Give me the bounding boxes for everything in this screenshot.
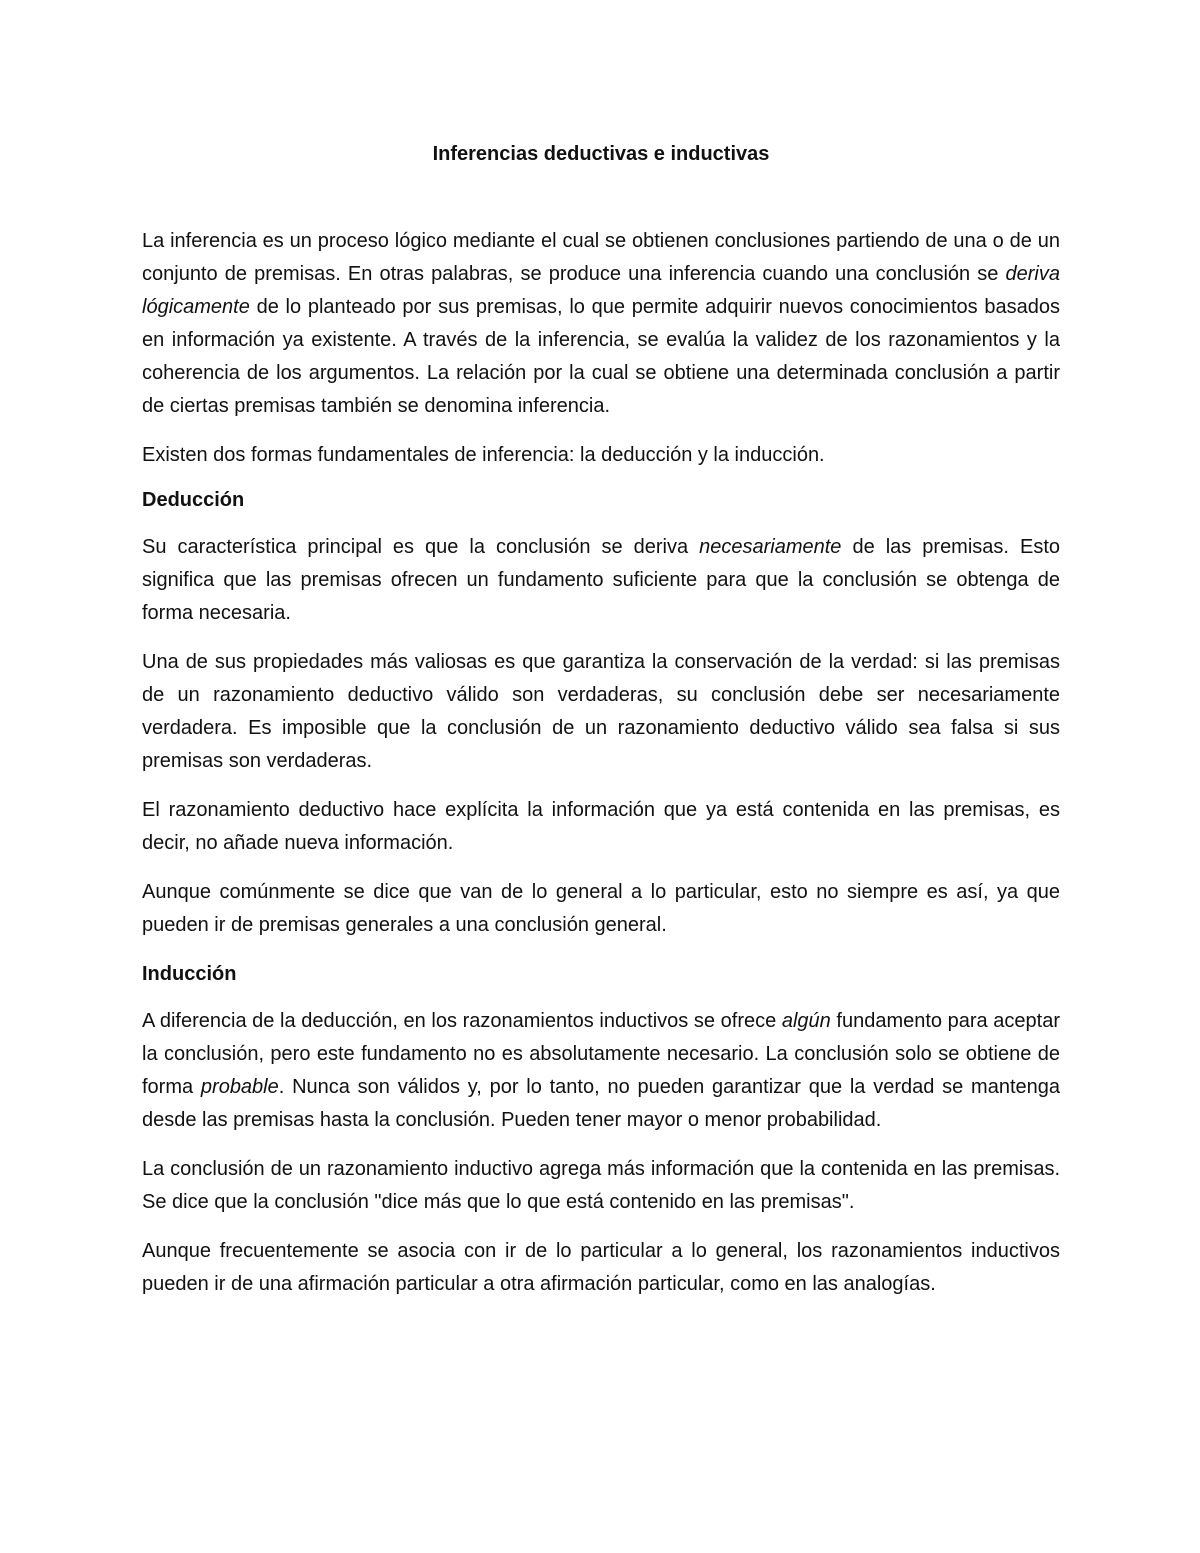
document-title: Inferencias deductivas e inductivas — [432, 143, 770, 165]
intro-paragraph-2: Existen dos formas fundamentales de inferencia: la deducción y la inducción. — [142, 444, 825, 466]
induccion-paragraph-2: La conclusión de un razonamiento inductivo agrega más información que la contenida en las premisas. Se dice que la conclusión "dice más que lo que está contenido en las premisas". — [142, 1158, 1060, 1213]
deduccion-paragraph-2: Una de sus propiedades más valiosas es que garantiza la conservación de la verdad: si las premisas de un razonamiento deductivo válido son verdaderas, su conclusión debe ser necesariamente verdadera. Es imposible que la conclusión de un razonamiento deductivo válido sea falsa si sus premisas son verdaderas. — [142, 651, 1060, 772]
intro-paragraph-1-text-b: de lo planteado por sus premisas, lo que permite adquirir nuevos conocimientos basados en información ya existente. A través de la inferencia, se evalúa la validez de los razonamientos y la coherencia de los argumentos. La relación por la cual se obtiene una determinada conclusión a partir de ciertas premisas también se denomina inferencia. — [142, 296, 1060, 417]
intro-paragraph-1 — [142, 225, 1060, 423]
induccion-heading: Inducción — [142, 963, 237, 985]
induccion-paragraph-1-emphasis-2: probable — [200, 1076, 279, 1098]
deduccion-paragraph-4: Aunque comúnmente se dice que van de lo general a lo particular, esto no siempre es así, ya que pueden ir de premisas generales a una conclusión general. — [142, 881, 1060, 936]
induccion-paragraph-1 — [142, 1005, 1060, 1137]
induccion-paragraph-1-emphasis-1: algún — [781, 1010, 831, 1032]
deduccion-heading: Deducción — [142, 489, 245, 511]
deduccion-paragraph-1-emphasis: necesariamente — [699, 536, 842, 558]
induccion-paragraph-3: Aunque frecuentemente se asocia con ir de lo particular a lo general, los razonamientos inductivos pueden ir de una afirmación particular a otra afirmación particular, como en las analogías. — [142, 1240, 1060, 1295]
deduccion-paragraph-1-text-b: de las premisas. Esto significa que las premisas ofrecen un fundamento suficiente para que la conclusión se obtenga de forma necesaria. — [142, 536, 1060, 624]
deduccion-paragraph-3: El razonamiento deductivo hace explícita la información que ya está contenida en las premisas, es decir, no añade nueva información. — [142, 799, 1060, 854]
induccion-paragraph-1-text-c: . Nunca son válidos y, por lo tanto, no pueden garantizar que la verdad se mantenga desde las premisas hasta la conclusión. Pueden tener mayor o menor probabilidad. — [142, 1076, 1060, 1131]
document-page — [142, 138, 1060, 1317]
intro-paragraph-1-text-a: La inferencia es un proceso lógico mediante el cual se obtienen conclusiones partiendo de una o de un conjunto de premisas. En otras palabras, se produce una inferencia cuando una conclusión se — [142, 230, 1060, 285]
deduccion-paragraph-1-text-a: Su característica principal es que la conclusión se deriva — [142, 536, 700, 558]
induccion-paragraph-1-text-b: fundamento para aceptar la conclusión, pero este fundamento no es absolutamente necesario. La conclusión solo se obtiene de forma — [142, 1010, 1060, 1098]
induccion-paragraph-1-text-a: A diferencia de la deducción, en los razonamientos inductivos se ofrece — [142, 1010, 782, 1032]
deduccion-paragraph-1 — [142, 531, 1060, 630]
intro-paragraph-1-emphasis: deriva lógicamente — [142, 263, 1060, 318]
